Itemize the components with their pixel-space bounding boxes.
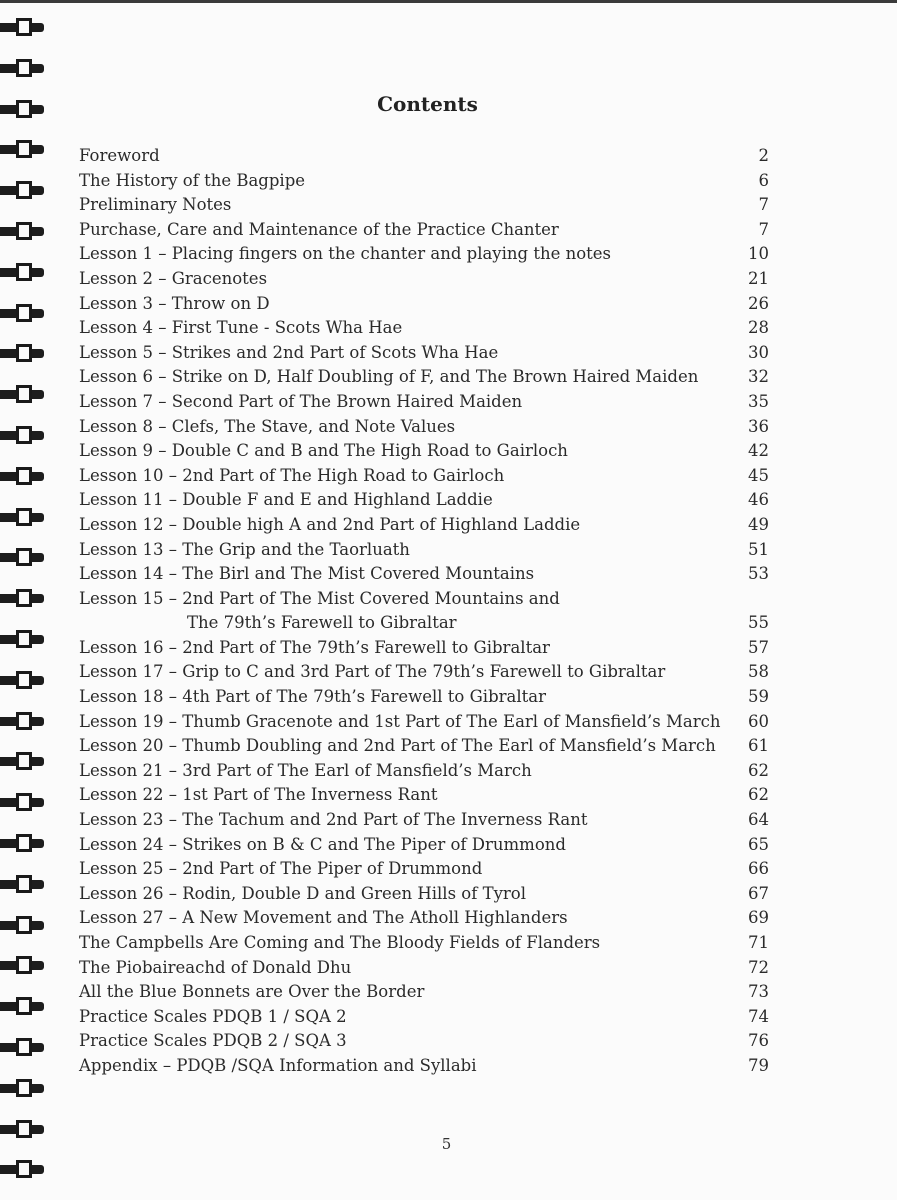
- binding-coil: [0, 793, 46, 811]
- toc-entry-title: The Piobaireachd of Donald Dhu: [79, 957, 352, 977]
- toc-entry-title: Lesson 12 – Double high A and 2nd Part of Highland Laddie: [79, 514, 581, 534]
- toc-entry-title: Lesson 2 – Gracenotes: [79, 268, 268, 288]
- binding-coil: [0, 222, 46, 240]
- toc-entry-title: Foreword: [79, 146, 160, 165]
- toc-entry-page: 53: [748, 564, 769, 584]
- toc-entry-lesson-13: [79, 538, 779, 563]
- toc-entry-title: Lesson 10 – 2nd Part of The High Road to Gairloch: [79, 465, 505, 485]
- toc-entry-lesson-14: [79, 562, 779, 587]
- toc-entry-lesson-24: [79, 833, 779, 858]
- toc-entry-title: The History of the Bagpipe: [79, 170, 306, 190]
- toc-entry-page: 73: [748, 982, 769, 1002]
- binding-coil: [0, 630, 46, 648]
- toc-entry-lesson-16: [79, 636, 779, 661]
- toc-entry-page: 61: [748, 736, 769, 756]
- toc-entry-title: Practice Scales PDQB 1 / SQA 2: [79, 1006, 347, 1026]
- toc-entry-page: 32: [748, 367, 769, 387]
- toc-entry-page: 62: [748, 785, 769, 805]
- toc-entry-title: Lesson 27 – A New Movement and The Atholl Highlanders: [79, 908, 568, 928]
- binding-coil: [0, 467, 46, 485]
- toc-entry-title: Lesson 11 – Double F and E and Highland Laddie: [79, 490, 493, 510]
- toc-entry-title: Lesson 5 – Strikes and 2nd Part of Scots Wha Hae: [79, 342, 499, 362]
- table-of-contents: [79, 144, 779, 1079]
- toc-entry-lesson-15: [79, 587, 779, 612]
- toc-entry-appendix: [79, 1054, 779, 1079]
- toc-entry-page: 65: [748, 834, 769, 854]
- toc-entry-page: 57: [748, 637, 769, 657]
- toc-entry-lesson-15-continued: [79, 611, 779, 636]
- binding-coil: [0, 263, 46, 281]
- toc-entry-title: Lesson 23 – The Tachum and 2nd Part of The Inverness Rant: [79, 810, 588, 830]
- toc-entry-page: 72: [748, 957, 769, 977]
- toc-entry-lesson-20: [79, 734, 779, 759]
- toc-entry-title: The 79th’s Farewell to Gibraltar: [187, 613, 457, 633]
- toc-entry-title: Lesson 15 – 2nd Part of The Mist Covered Mountains and: [79, 588, 560, 608]
- toc-entry-page: 30: [748, 342, 769, 362]
- toc-entry-page: 26: [748, 293, 769, 313]
- toc-entry-lesson-25: [79, 857, 779, 882]
- binding-coil: [0, 385, 46, 403]
- toc-entry-title: Lesson 17 – Grip to C and 3rd Part of The 79th’s Farewell to Gibraltar: [79, 662, 666, 682]
- toc-entry-practice-scales-2: [79, 1029, 779, 1054]
- toc-entry-lesson-4: [79, 316, 779, 341]
- toc-entry-lesson-23: [79, 808, 779, 833]
- toc-entry-title: The Campbells Are Coming and The Bloody Fields of Flanders: [79, 933, 601, 952]
- toc-entry-title: Lesson 9 – Double C and B and The High Road to Gairloch: [79, 441, 568, 461]
- toc-entry-title: Lesson 26 – Rodin, Double D and Green Hills of Tyrol: [79, 883, 527, 903]
- toc-entry-page: 62: [748, 760, 769, 780]
- toc-entry-page: 71: [748, 933, 769, 952]
- toc-entry-lesson-9: [79, 439, 779, 464]
- toc-entry-page: 79: [748, 1055, 769, 1075]
- toc-entry-title: Lesson 25 – 2nd Part of The Piper of Drummond: [79, 859, 483, 879]
- toc-entry-title: Preliminary Notes: [79, 195, 232, 215]
- toc-entry-page: 64: [748, 810, 769, 830]
- binding-coil: [0, 548, 46, 566]
- toc-entry-lesson-10: [79, 464, 779, 489]
- toc-entry-history: [79, 169, 779, 194]
- binding-coil: [0, 1079, 46, 1097]
- binding-coil: [0, 18, 46, 36]
- toc-entry-page: 7: [758, 219, 769, 239]
- toc-entry-title: All the Blue Bonnets are Over the Border: [79, 982, 425, 1002]
- binding-coil: [0, 1160, 46, 1178]
- toc-entry-lesson-3: [79, 292, 779, 317]
- toc-entry-page: 7: [758, 195, 769, 215]
- toc-entry-title: Lesson 1 – Placing fingers on the chanter and playing the notes: [79, 244, 612, 264]
- toc-entry-title: Lesson 19 – Thumb Gracenote and 1st Part of The Earl of Mansfield’s March: [79, 711, 721, 731]
- binding-coil: [0, 916, 46, 934]
- toc-entry-page: 21: [748, 268, 769, 288]
- toc-entry-title: Purchase, Care and Maintenance of the Practice Chanter: [79, 219, 559, 239]
- toc-entry-lesson-21: [79, 759, 779, 784]
- binding-coil: [0, 712, 46, 730]
- toc-entry-page: 6: [758, 170, 769, 190]
- toc-entry-lesson-6: [79, 365, 779, 390]
- toc-entry-lesson-27: [79, 906, 779, 931]
- toc-entry-lesson-18: [79, 685, 779, 710]
- toc-entry-lesson-5: [79, 341, 779, 366]
- contents-title: Contents: [377, 92, 478, 116]
- toc-entry-page: 59: [748, 687, 769, 707]
- toc-entry-title: Lesson 3 – Throw on D: [79, 293, 270, 313]
- toc-entry-page: 45: [748, 465, 769, 485]
- toc-entry-campbells: [79, 931, 779, 956]
- toc-entry-page: 36: [748, 416, 769, 436]
- toc-entry-title: Lesson 20 – Thumb Doubling and 2nd Part of The Earl of Mansfield’s March: [79, 736, 716, 756]
- toc-entry-lesson-1: [79, 242, 779, 267]
- spiral-binding: [0, 0, 52, 1200]
- toc-entry-lesson-26: [79, 882, 779, 907]
- toc-entry-lesson-8: [79, 415, 779, 440]
- toc-entry-lesson-11: [79, 488, 779, 513]
- toc-entry-title: Lesson 14 – The Birl and The Mist Covered Mountains: [79, 564, 535, 584]
- binding-coil: [0, 508, 46, 526]
- binding-coil: [0, 181, 46, 199]
- toc-entry-page: 58: [748, 662, 769, 682]
- toc-entry-page: 46: [748, 490, 769, 510]
- toc-entry-piobaireachd: [79, 956, 779, 981]
- toc-entry-page: 42: [748, 441, 769, 461]
- binding-coil: [0, 426, 46, 444]
- toc-entry-title: Lesson 16 – 2nd Part of The 79th’s Farewell to Gibraltar: [79, 637, 550, 657]
- toc-entry-page: 28: [748, 318, 769, 338]
- toc-entry-title: Lesson 22 – 1st Part of The Inverness Rant: [79, 785, 438, 805]
- toc-entry-lesson-19: [79, 710, 779, 735]
- toc-entry-lesson-2: [79, 267, 779, 292]
- toc-entry-page: 69: [748, 908, 769, 928]
- toc-entry-title: Practice Scales PDQB 2 / SQA 3: [79, 1031, 347, 1051]
- toc-entry-page: 76: [748, 1031, 769, 1051]
- toc-entry-page: 74: [748, 1006, 769, 1026]
- page-number: 5: [441, 1135, 452, 1153]
- binding-coil: [0, 589, 46, 607]
- toc-entry-page: 49: [748, 514, 769, 534]
- toc-entry-title: Lesson 7 – Second Part of The Brown Haired Maiden: [79, 391, 523, 411]
- binding-coil: [0, 997, 46, 1015]
- toc-entry-title: Lesson 13 – The Grip and the Taorluath: [79, 539, 410, 559]
- binding-coil: [0, 304, 46, 322]
- toc-entry-lesson-12: [79, 513, 779, 538]
- toc-entry-page: 60: [748, 711, 769, 731]
- toc-entry-page: 2: [758, 146, 769, 165]
- binding-coil: [0, 834, 46, 852]
- toc-entry-foreword: [79, 144, 779, 169]
- toc-entry-blue-bonnets: [79, 980, 779, 1005]
- toc-entry-title: Lesson 18 – 4th Part of The 79th’s Farewell to Gibraltar: [79, 687, 546, 707]
- binding-coil: [0, 956, 46, 974]
- binding-coil: [0, 752, 46, 770]
- toc-entry-title: Lesson 8 – Clefs, The Stave, and Note Values: [79, 416, 456, 436]
- toc-entry-page: 10: [748, 244, 769, 264]
- binding-coil: [0, 59, 46, 77]
- binding-coil: [0, 875, 46, 893]
- toc-entry-lesson-17: [79, 660, 779, 685]
- toc-entry-lesson-7: [79, 390, 779, 415]
- toc-entry-title: Lesson 6 – Strike on D, Half Doubling of F, and The Brown Haired Maiden: [79, 367, 699, 387]
- toc-entry-title: Appendix – PDQB /SQA Information and Syllabi: [79, 1055, 477, 1075]
- binding-coil: [0, 140, 46, 158]
- toc-entry-page: 66: [748, 859, 769, 879]
- binding-coil: [0, 1038, 46, 1056]
- binding-coil: [0, 344, 46, 362]
- toc-entry-preliminary-notes: [79, 193, 779, 218]
- toc-entry-page: 51: [748, 539, 769, 559]
- toc-entry-title: Lesson 24 – Strikes on B & C and The Piper of Drummond: [79, 834, 566, 854]
- toc-entry-purchase-care: [79, 218, 779, 243]
- binding-coil: [0, 671, 46, 689]
- toc-entry-practice-scales-1: [79, 1005, 779, 1030]
- toc-entry-title: Lesson 21 – 3rd Part of The Earl of Mansfield’s March: [79, 760, 532, 780]
- toc-entry-page: 67: [748, 883, 769, 903]
- toc-entry-page: 35: [748, 391, 769, 411]
- page-top-edge: [0, 0, 897, 3]
- toc-entry-page: 55: [748, 613, 769, 633]
- toc-entry-title: Lesson 4 – First Tune - Scots Wha Hae: [79, 318, 403, 338]
- toc-entry-lesson-22: [79, 783, 779, 808]
